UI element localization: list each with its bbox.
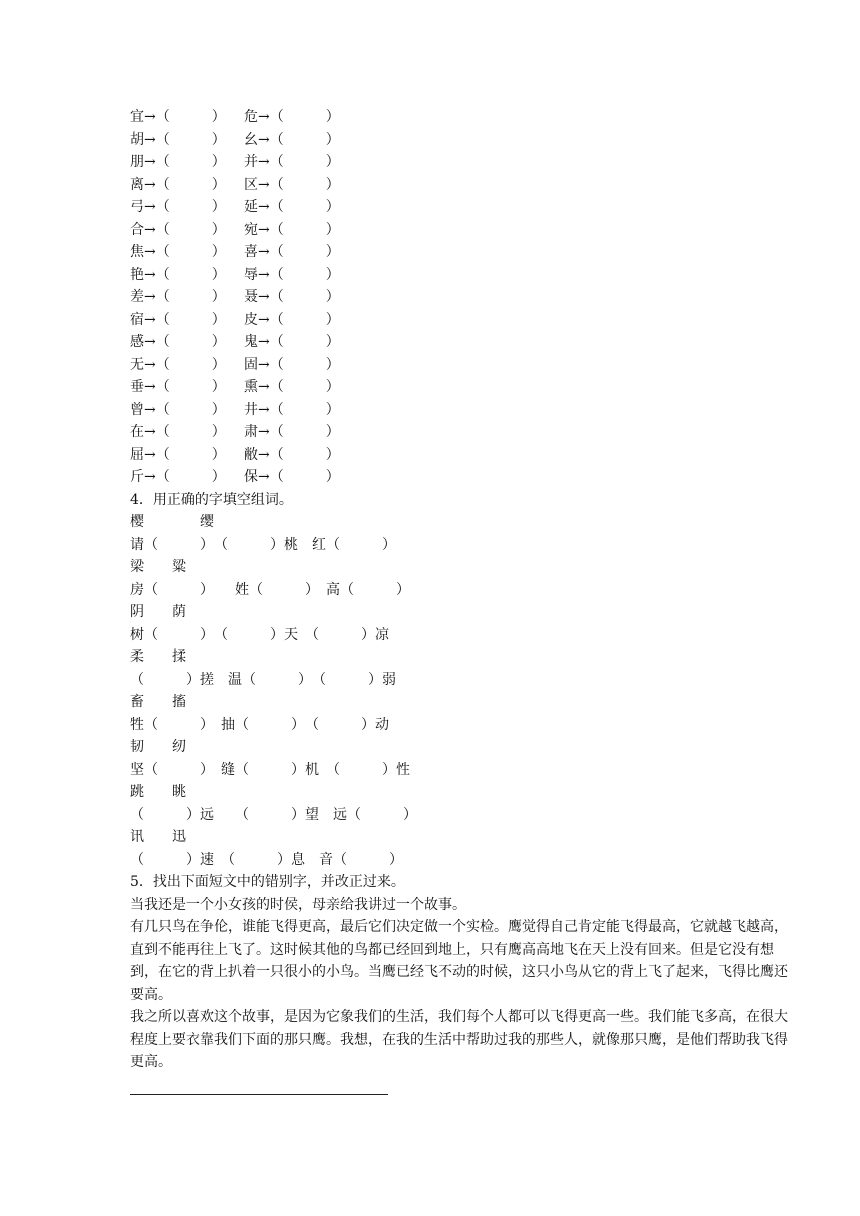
char-pair-row [130,264,790,287]
answer-blank[interactable]: （ ） [155,244,226,260]
answer-blank[interactable]: （ ） [269,131,340,148]
source-char: 固 [244,356,258,373]
char-pair-row [130,421,790,444]
char-pair-row [130,286,790,309]
arrow-icon: → [144,424,156,440]
answer-blank[interactable]: （ ） [155,131,226,148]
source-char: 弓 [130,199,144,215]
char-item [130,331,226,354]
answer-blank[interactable]: （ ） [155,379,226,395]
answer-blank[interactable]: （ ） [155,266,226,283]
answer-blank[interactable]: （ ） [269,221,340,238]
passage-paragraph: 我之所以喜欢这个故事，是因为它象我们的生活，我们每个人都可以飞得更高一些。我们能飞多高，在很大程度上要衣靠我们下面的那只鹰。我想，在我的生活中帮助过我的那些人，就像那只鹰，是他们帮助我飞得更高。 [130,1009,788,1070]
source-char: 斤 [130,469,144,485]
char-pair-row [130,151,790,174]
answer-blank[interactable]: （ ） [155,221,226,238]
source-char: 宜 [130,109,144,125]
passage-paragraph: 当我还是一个小女孩的时侯，母亲给我讲过一个故事。 [130,896,466,913]
answer-blank[interactable]: （ ） [269,311,340,328]
arrow-icon: → [144,176,156,193]
char-pair-row [130,241,790,264]
char-item [244,219,340,242]
answer-blank[interactable]: （ ） [155,424,226,440]
source-char: 熏 [244,379,258,395]
answer-blank[interactable]: （ ） [269,176,340,193]
source-char: 保 [244,469,258,485]
char-item [130,376,226,399]
char-item [244,376,340,399]
passage-paragraph: 有几只鸟在争伦，谁能飞得更高，最后它们决定做一个实检。鹰觉得自己肯定能飞得最高，它就越飞越高，直到不能再往上飞了。这时候其他的鸟都已经回到地上，只有鹰高高地飞在天上没有回来。但是它没有想到，在它的背上扒着一只很小的小鸟。当鹰已经飞不动的时候，这只小鸟从它的背上飞了起来，飞得比鹰还要高。 [130,919,788,1003]
answer-blank[interactable]: （ ） [155,311,226,328]
answer-blank[interactable]: （ ） [269,334,340,350]
source-char: 宿 [130,311,144,328]
arrow-icon: → [144,131,156,148]
arrow-icon: → [258,379,270,395]
source-char: 艳 [130,266,144,283]
answer-blank[interactable]: （ ） [269,424,340,440]
arrow-icon: → [258,221,270,238]
arrow-icon: → [258,401,270,418]
source-char: 朋 [130,154,144,170]
q5-passage [130,894,790,1074]
answer-blank[interactable]: （ ） [155,109,226,125]
arrow-icon: → [258,446,270,463]
char-item [130,466,226,489]
char-item [244,421,340,444]
char-pair-list [130,106,790,489]
source-char: 屈 [130,446,144,463]
fill-blank-line[interactable]: 房（ ） 姓（ ） 高（ ） [130,581,410,598]
char-pair-row [130,376,790,399]
char-item [244,466,340,489]
arrow-icon: → [258,469,270,485]
arrow-icon: → [258,154,270,170]
arrow-icon: → [144,244,156,260]
arrow-icon: → [258,131,270,148]
arrow-icon: → [258,334,270,350]
char-item [130,219,226,242]
arrow-icon: → [258,199,270,215]
source-char: 危 [244,109,258,125]
source-char: 在 [130,424,144,440]
source-char: 井 [244,401,258,418]
answer-blank[interactable]: （ ） [269,266,340,283]
char-choice-line: 跳 眺 [130,784,186,800]
source-char: 鬼 [244,334,258,350]
char-item [244,264,340,287]
char-pair-row [130,466,790,489]
source-char: 感 [130,334,144,350]
char-item [244,241,340,264]
char-choice-line: 韧 纫 [130,739,186,755]
arrow-icon: → [144,446,156,463]
char-item [130,421,226,444]
char-item [244,286,340,309]
q5-title: 5．找出下面短文中的错别字，并改正过来。 [130,874,405,890]
char-item [130,354,226,377]
char-pair-row [130,106,790,129]
arrow-icon: → [258,176,270,193]
answer-blank[interactable]: （ ） [269,244,340,260]
char-pair-row [130,444,790,467]
arrow-icon: → [144,311,156,328]
source-char: 无 [130,356,144,373]
answer-blank[interactable]: （ ） [155,199,226,215]
char-item [244,354,340,377]
char-pair-row [130,399,790,422]
char-pair-row [130,129,790,152]
q4-groups [130,511,790,871]
char-item [130,241,226,264]
source-char: 垂 [130,379,144,395]
fill-blank-line[interactable]: 树（ ） （ ）天 （ ）凉 [130,626,389,643]
answer-blank[interactable]: （ ） [155,446,226,463]
char-choice-line: 樱 缨 [130,514,214,530]
source-char: 皮 [244,311,258,328]
char-pair-row [130,174,790,197]
source-char: 幺 [244,131,258,148]
source-char: 差 [130,289,144,305]
arrow-icon: → [144,401,156,418]
arrow-icon: → [144,469,156,485]
arrow-icon: → [144,221,156,238]
fill-blank-line[interactable]: 坚（ ） 缝（ ）机 （ ）性 [130,761,410,778]
char-pair-row [130,196,790,219]
arrow-icon: → [258,311,270,328]
char-item [244,309,340,332]
arrow-icon: → [144,266,156,283]
q4-title: 4．用正确的字填空组词。 [130,491,293,508]
char-item [130,106,226,129]
char-item [244,174,340,197]
char-item [130,264,226,287]
char-choice-line: 阴 荫 [130,604,186,620]
arrow-icon: → [258,244,270,260]
arrow-icon: → [144,289,156,305]
answer-blank[interactable]: （ ） [155,154,226,170]
char-choice-line: 畜 搐 [130,694,186,710]
arrow-icon: → [144,334,156,350]
char-item [244,151,340,174]
arrow-icon: → [258,424,270,440]
char-item [244,331,340,354]
answer-blank[interactable]: （ ） [269,469,340,485]
answer-blank[interactable]: （ ） [155,334,226,350]
answer-blank[interactable]: （ ） [269,446,340,463]
char-choice-line: 讯 迅 [130,829,186,845]
arrow-icon: → [258,356,270,373]
source-char: 曾 [130,401,144,418]
char-item [130,174,226,197]
source-char: 聂 [244,289,258,305]
arrow-icon: → [144,154,156,170]
arrow-icon: → [144,379,156,395]
source-char: 合 [130,221,144,238]
source-char: 延 [244,199,258,215]
char-item [130,129,226,152]
source-char: 肃 [244,424,258,440]
char-pair-row [130,354,790,377]
answer-blank[interactable]: （ ） [155,176,226,193]
char-pair-row [130,331,790,354]
arrow-icon: → [258,109,270,125]
char-item [130,444,226,467]
char-item [244,129,340,152]
source-char: 宛 [244,221,258,238]
char-item [244,444,340,467]
fill-blank-line[interactable]: （ ）搓 温（ ） （ ）弱 [130,671,396,688]
char-item [130,309,226,332]
source-char: 敝 [244,446,258,463]
worksheet-page [130,106,790,1074]
source-char: 焦 [130,244,144,260]
answer-blank[interactable]: （ ） [155,289,226,305]
answer-blank[interactable]: （ ） [155,356,226,373]
arrow-icon: → [144,199,156,215]
char-choice-line: 梁 粱 [130,559,186,575]
fill-blank-line[interactable]: （ ）速 （ ）息 音（ ） [130,851,403,868]
answer-blank[interactable]: （ ） [269,109,340,125]
source-char: 离 [130,176,144,193]
source-char: 胡 [130,131,144,148]
answer-blank[interactable]: （ ） [155,401,226,418]
char-choice-line: 柔 揉 [130,649,186,665]
source-char: 区 [244,176,258,193]
source-char: 辱 [244,266,258,283]
footnote-rule [130,1094,388,1095]
arrow-icon: → [258,266,270,283]
arrow-icon: → [144,356,156,373]
answer-blank[interactable]: （ ） [269,401,340,418]
answer-blank[interactable]: （ ） [269,356,340,373]
answer-blank[interactable]: （ ） [155,469,226,485]
answer-blank[interactable]: （ ） [269,199,340,215]
char-item [244,106,340,129]
answer-blank[interactable]: （ ） [269,289,340,305]
source-char: 并 [244,154,258,170]
char-item [244,399,340,422]
fill-blank-line[interactable]: 牲（ ） 抽（ ） （ ）动 [130,716,389,733]
answer-blank[interactable]: （ ） [269,379,340,395]
answer-blank[interactable]: （ ） [269,154,340,170]
char-item [130,286,226,309]
source-char: 喜 [244,244,258,260]
char-item [130,151,226,174]
fill-blank-line[interactable]: 请（ ） （ ）桃 红（ ） [130,536,396,553]
char-pair-row [130,219,790,242]
char-pair-row [130,309,790,332]
arrow-icon: → [258,289,270,305]
char-item [244,196,340,219]
char-item [130,399,226,422]
arrow-icon: → [144,109,156,125]
char-item [130,196,226,219]
fill-blank-line[interactable]: （ ）远 （ ）望 远（ ） [130,806,417,823]
